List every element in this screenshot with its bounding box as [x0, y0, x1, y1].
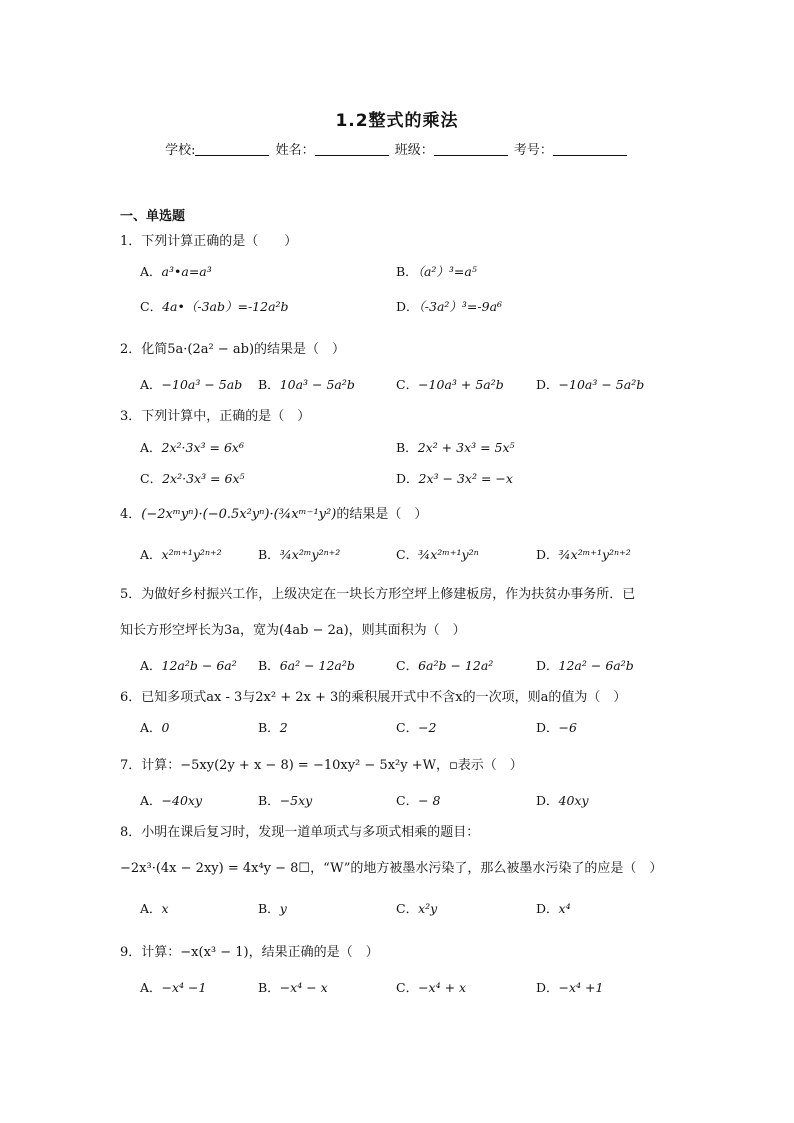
- question-8-stem-line-2: −2x³·(4x − 2xy) = 4x⁴y − 8☐，“W”的地方被墨水污染了，那么被墨水污染了的应是（ ）: [120, 861, 663, 876]
- question-5-option-d: D．12a² − 6a²b: [536, 658, 634, 673]
- question-1-option-c: C．4a•（-3ab）=-12a²b: [140, 299, 289, 314]
- question-7-stem: 7．计算：−5xy(2y + x − 8) = −10xy² − 5x²y +W，▫表示（ ）: [120, 758, 523, 773]
- question-9-option-c: C．−x⁴ + x: [396, 980, 467, 995]
- question-5-option-a: A．12a²b − 6a²: [140, 658, 237, 673]
- question-7-option-b: B．−5xy: [258, 793, 313, 808]
- section-heading: 一、单选题: [120, 209, 186, 224]
- student-info-line: [0, 139, 794, 158]
- question-3-option-b: B．2x² + 3x³ = 5x⁵: [396, 440, 515, 455]
- question-4-option-d: D．¾x²ᵐ⁺¹y²ⁿ⁺²: [536, 547, 631, 562]
- question-2-option-c: C．−10a³ + 5a²b: [396, 377, 504, 392]
- exam-number-label: 考号：: [513, 143, 553, 158]
- question-1-stem: 1．下列计算正确的是（ ）: [120, 234, 298, 249]
- question-4-option-a: A．x²ᵐ⁺¹y²ⁿ⁺²: [140, 547, 222, 562]
- school-blank: [195, 143, 269, 156]
- question-6-option-a: A．0: [140, 720, 170, 735]
- question-9-option-d: D．−x⁴ +1: [536, 980, 604, 995]
- name-blank: [315, 143, 389, 156]
- question-6-option-c: C．−2: [396, 720, 437, 735]
- question-5-option-b: B．6a² − 12a²b: [258, 658, 355, 673]
- question-5-stem-line-2: 知长方形空坪长为3a，宽为(4ab − 2a)，则其面积为（ ）: [120, 623, 466, 638]
- question-1-option-a: A．a³•a=a³: [140, 264, 212, 279]
- question-2-option-b: B．10a³ − 5a²b: [258, 377, 355, 392]
- question-7-option-c: C．− 8: [396, 793, 441, 808]
- question-7-option-a: A．−40xy: [140, 793, 203, 808]
- question-9-stem: 9．计算：−x(x³ − 1)，结果正确的是（ ）: [120, 945, 379, 960]
- exam-number-blank: [553, 143, 627, 156]
- class-blank: [434, 143, 508, 156]
- question-3-option-d: D．2x³ − 3x² = −x: [396, 471, 513, 486]
- name-label: 姓名：: [275, 143, 315, 158]
- question-3-stem: 3．下列计算中，正确的是（ ）: [120, 409, 311, 424]
- question-6-option-b: B．2: [258, 720, 288, 735]
- question-2-stem: 2．化简5a·(2a² − ab)的结果是（ ）: [120, 342, 346, 357]
- page-title: 1.2整式的乘法: [335, 111, 459, 131]
- question-8-option-c: C．x²y: [396, 901, 438, 916]
- question-8-option-d: D．x⁴: [536, 901, 571, 916]
- question-1-option-d: D．（-3a²）³=-9a⁶: [396, 299, 503, 314]
- question-9-option-a: A．−x⁴ −1: [140, 980, 207, 995]
- question-3-option-c: C．2x²·3x³ = 6x⁵: [140, 471, 245, 486]
- question-8-option-b: B．y: [258, 901, 287, 916]
- question-4-option-b: B．¾x²ᵐy²ⁿ⁺²: [258, 547, 341, 562]
- question-1-option-b: B．（a²）³=a⁵: [396, 264, 477, 279]
- question-6-option-d: D．−6: [536, 720, 577, 735]
- question-6-stem: 6．已知多项式ax - 3与2x² + 2x + 3的乘积展开式中不含x的一次项，则a的值为（ ）: [120, 690, 627, 705]
- question-7-option-d: D．40xy: [536, 793, 589, 808]
- question-2-option-a: A．−10a³ − 5ab: [140, 377, 243, 392]
- question-8-stem-line-1: 8．小明在课后复习时，发现一道单项式与多项式相乘的题目：: [120, 825, 480, 840]
- class-label: 班级：: [394, 143, 434, 158]
- question-4-stem: 4．(−2xᵐyⁿ)·(−0.5x²yⁿ)·(¾xᵐ⁻¹y²)的结果是（ ）: [120, 507, 428, 522]
- question-8-option-a: A．x: [140, 901, 169, 916]
- question-9-option-b: B．−x⁴ − x: [258, 980, 328, 995]
- question-3-option-a: A．2x²·3x³ = 6x⁶: [140, 440, 244, 455]
- question-5-stem-line-1: 5．为做好乡村振兴工作，上级决定在一块长方形空坪上修建板房，作为扶贫办事务所．已: [120, 587, 636, 602]
- question-4-option-c: C．¾x²ᵐ⁺¹y²ⁿ: [396, 547, 479, 562]
- school-label: 学校:: [165, 143, 196, 158]
- question-2-option-d: D．−10a³ − 5a²b: [536, 377, 645, 392]
- question-5-option-c: C．6a²b − 12a²: [396, 658, 494, 673]
